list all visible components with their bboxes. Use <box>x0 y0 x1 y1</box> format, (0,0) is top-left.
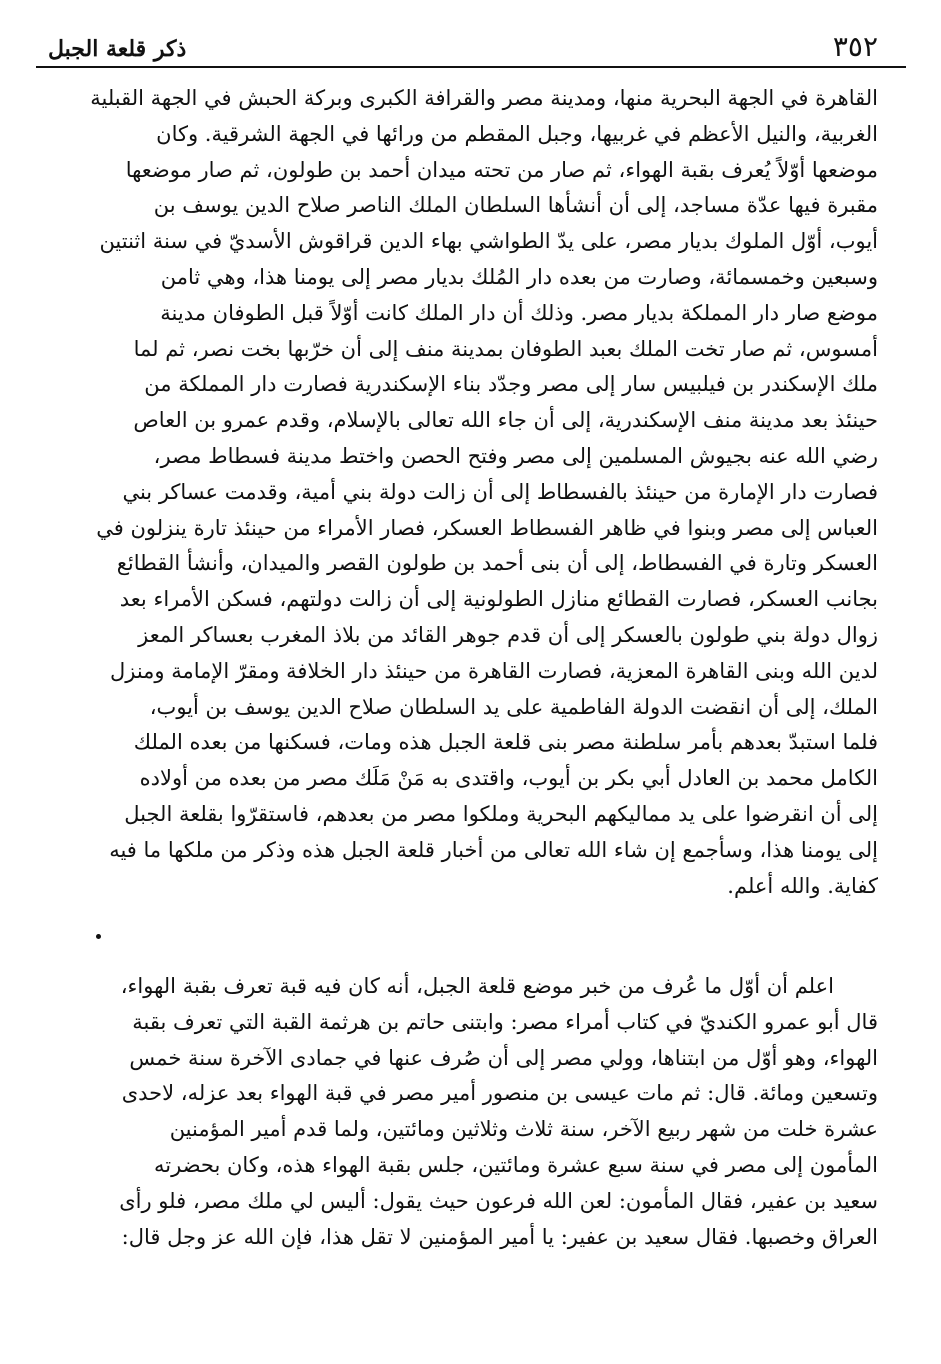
text-line: فلما استبدّ بعدهم بأمر سلطنة مصر بنى قلعة الجبل هذه ومات، فسكنها من بعده الملك <box>133 730 878 755</box>
text-line: إلى يومنا هذا، وسأجمع إن شاء الله تعالى من أخبار قلعة الجبل هذه وذكر من ملكها ما فيه <box>109 837 878 862</box>
text-line: زوال دولة بني طولون بالعسكر إلى أن قدم جوهر القائد من بلاذ المغرب بعساكر المعز <box>138 622 878 647</box>
text-line: سعيد بن عفير، فقال المأمون: لعن الله فرعون حيث يقول: أليس لي ملك مصر، فلو رأى <box>119 1188 878 1213</box>
text-line: ملك الإسكندر بن فيلبيس سار إلى مصر وجدّد بناء الإسكندرية فصارت دار المملكة من <box>144 372 878 397</box>
text-line: كفاية. والله أعلم. <box>727 873 878 898</box>
stray-mark <box>96 934 101 939</box>
text-line: فصارت دار الإمارة من حينئذ بالفسطاط إلى أن زالت دولة بني أمية، وقدمت عساكر بني <box>122 479 878 504</box>
text-line: العسكر وتارة في الفسطاط، إلى أن بنى أحمد بن طولون القصر والميدان، وأنشأ القطائع <box>116 551 878 576</box>
text-line: إلى أن انقرضوا على يد مماليكهم البحرية وملكوا مصر من بعدهم، فاستقرّوا بقلعة الجبل <box>124 801 878 826</box>
paragraph-2 <box>70 969 878 1269</box>
text-line: موضع صار دار المملكة بديار مصر. وذلك أن دار الملك كانت أوّلاً قبل الطوفان مدينة <box>160 300 878 325</box>
page-number: ٣٥٢ <box>832 30 878 63</box>
text-line: عشرة خلت من شهر ربيع الآخر، سنة ثلاث وثلاثين ومائتين، ولما قدم أمير المؤمنين <box>169 1117 878 1142</box>
text-line: الهواء، وهو أوّل من ابتناها، وولي مصر إلى أن صُرف عنها في جمادى الآخرة سنة خمس <box>129 1045 878 1070</box>
text-line: العباس إلى مصر وبنوا في ظاهر الفسطاط العسكر، فصار الأمراء من حينئذ تارة ينزلون في <box>96 515 878 540</box>
text-line: بجانب العسكر، فصارت القطائع منازل الطولونية إلى أن زالت دولتهم، فسكن الأمراء بعد <box>119 587 878 612</box>
text-line: المأمون إلى مصر في سنة سبع عشرة ومائتين، جلس بقبة الهواء هذه، وكان بحضرته <box>154 1152 878 1177</box>
header-rule <box>36 66 906 68</box>
text-line: أيوب، أوّل الملوك بديار مصر، على يدّ الطواشي بهاء الدين قراقوش الأسديّ في سنة اثنتين <box>99 229 878 254</box>
text-line: موضعها أوّلاً يُعرف بقبة الهواء، ثم صار من تحته ميدان أحمد بن طولون، ثم صار موضعها <box>125 157 878 182</box>
text-line: قال أبو عمرو الكنديّ في كتاب أمراء مصر: وابتنى حاتم بن هرثمة القبة التي تعرف بقبة <box>132 1009 878 1034</box>
page-header <box>36 28 906 68</box>
text-line: القاهرة في الجهة البحرية منها، ومدينة مصر والقرافة الكبرى وبركة الحبش في الجهة القبلية <box>90 86 878 110</box>
text-line: مقبرة فيها عدّة مساجد، إلى أن أنشأها السلطان الملك الناصر صلاح الدين يوسف بن <box>153 193 878 218</box>
text-line: الكامل محمد بن العادل أبي بكر بن أيوب، واقتدى به مَنْ مَلَك مصر من بعده من أولاده <box>139 766 878 791</box>
text-line: العراق وخصبها. فقال سعيد بن عفير: يا أمير المؤمنين لا تقل هذا، فإن الله عز وجل قال: <box>121 1224 878 1249</box>
text-line: الملك، إلى أن انقضت الدولة الفاطمية على يد السلطان صلاح الدين يوسف بن أيوب، <box>149 694 878 719</box>
text-line: وتسعين ومائة. قال: ثم مات عيسى بن منصور أمير مصر في قبة الهواء بعد عزله، لاحدى <box>121 1081 878 1106</box>
text-line: أمسوس، ثم صار تخت الملك بعبد الطوفان بمدينة منف إلى أن خرّبها بخت نصر، ثم لما <box>133 336 878 361</box>
text-line: الغربية، والنيل الأعظم في غربيها، وجبل المقطم من ورائها في الجهة الشرقية. وكان <box>156 121 878 146</box>
text-line: وسبعين وخمسمائة، وصارت من بعده دار المُلك بديار مصر إلى يومنا هذا، وهي ثامن <box>160 264 878 289</box>
text-line: حينئذ بعد مدينة منف الإسكندرية، إلى أن جاء الله تعالى بالإسلام، وقدم عمرو بن العاص <box>133 408 878 433</box>
paragraph-1 <box>70 81 878 941</box>
text-line: اعلم أن أوّل ما عُرف من خبر موضع قلعة الجبل، أنه كان فيه قبة تعرف بقبة الهواء، <box>120 974 834 998</box>
running-title: ذكر قلعة الجبل <box>48 36 187 62</box>
text-line: لدين الله وبنى القاهرة المعزية، فصارت القاهرة من حينئذ دار الخلافة ومقرّ الإمامة ومنزل <box>110 658 878 683</box>
text-line: رضي الله عنه بجيوش المسلمين إلى مصر وفتح الحصن واختط مدينة فسطاط مصر، <box>153 443 878 468</box>
